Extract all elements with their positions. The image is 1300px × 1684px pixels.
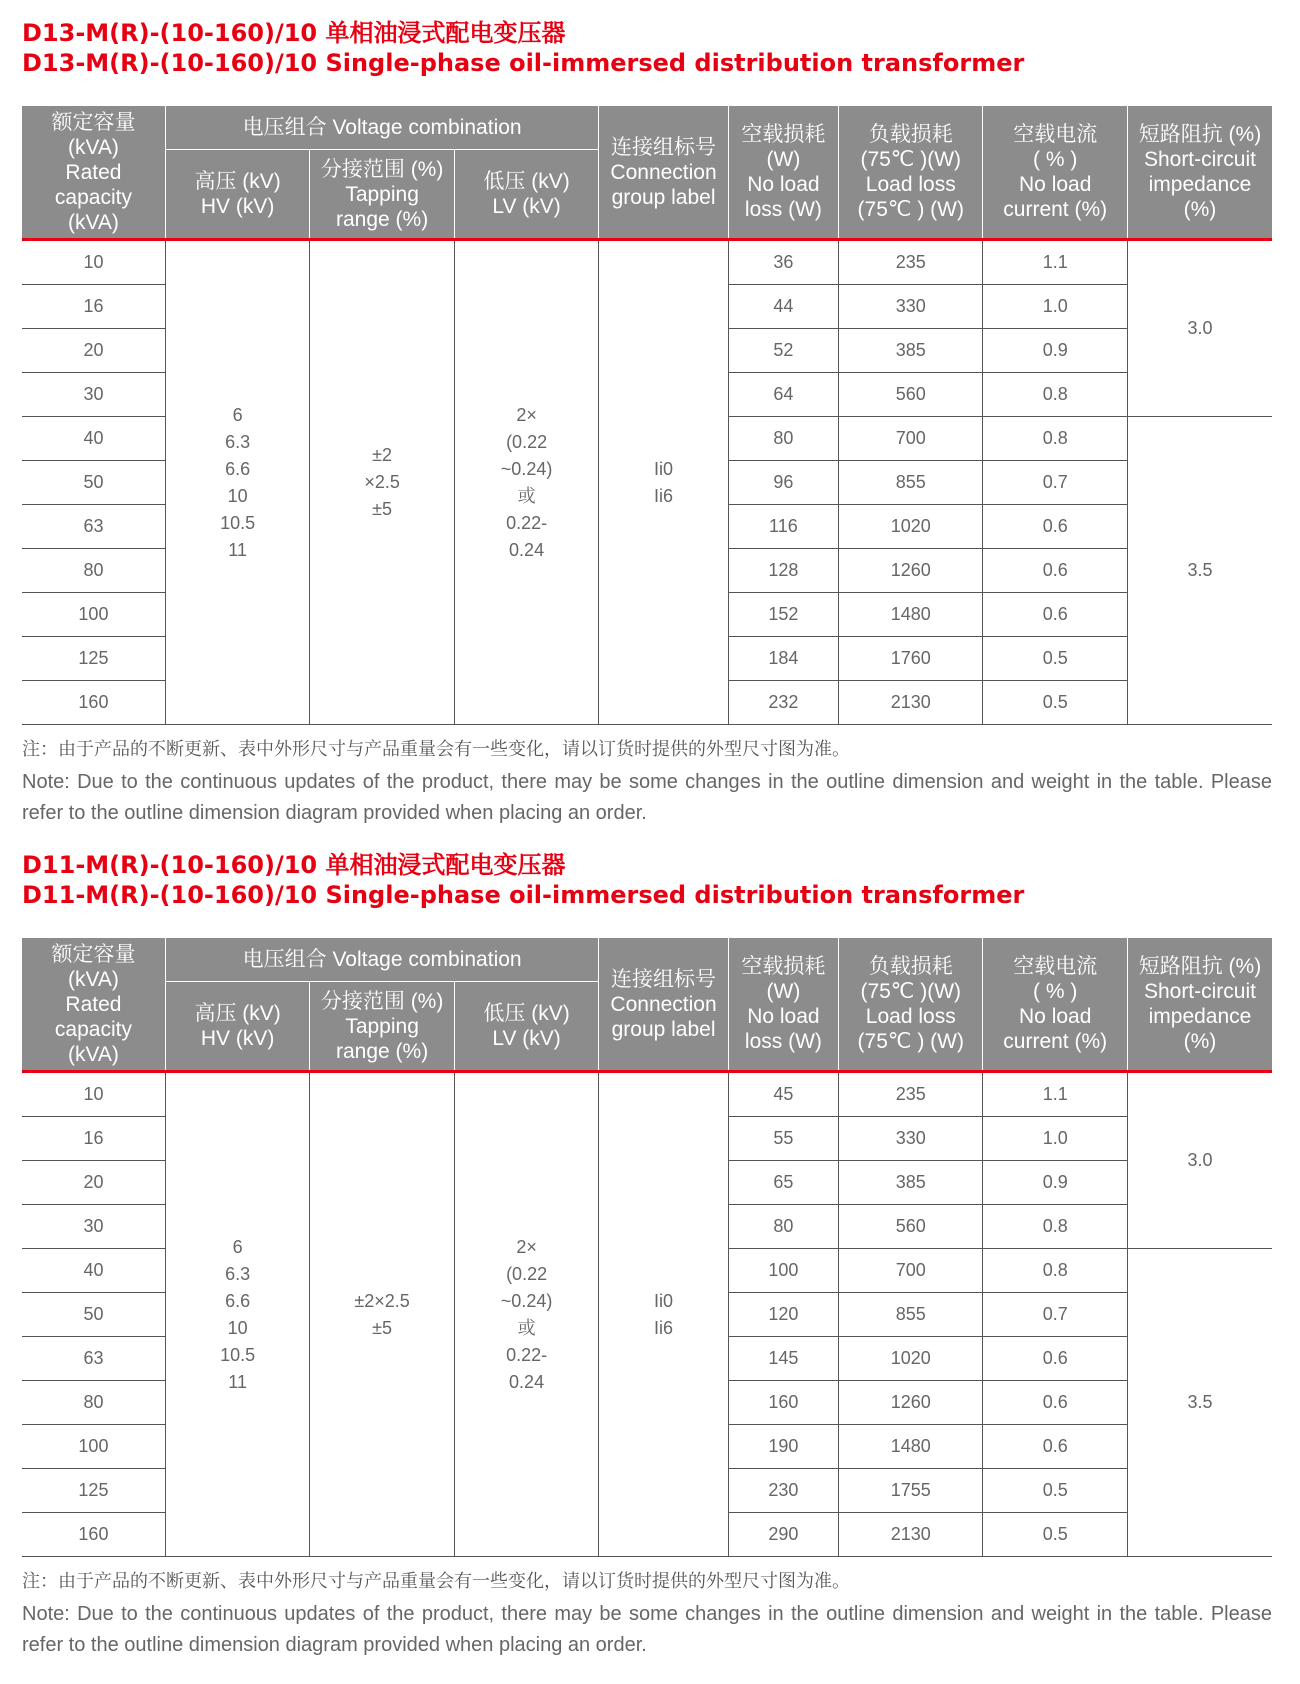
- cell-impedance: 3.5: [1127, 417, 1272, 725]
- header-no-load-loss: 空载损耗 (W) No load loss (W): [728, 938, 838, 1072]
- cell-no-load-current: 0.8: [983, 373, 1127, 417]
- cell-load-loss: 2130: [839, 1513, 983, 1557]
- cell-no-load-current: 0.6: [983, 505, 1127, 549]
- cell-capacity: 16: [22, 1117, 165, 1161]
- d11-section: [22, 850, 1272, 1661]
- cell-capacity: 20: [22, 1161, 165, 1205]
- cell-lv: 2× (0.22 ~0.24) 或 0.22- 0.24: [454, 1072, 598, 1557]
- cell-load-loss: 1020: [839, 1337, 983, 1381]
- cell-no-load-loss: 116: [728, 505, 838, 549]
- header-capacity: 额定容量 (kVA) Rated capacity (kVA): [22, 106, 165, 240]
- cell-capacity: 100: [22, 1425, 165, 1469]
- header-no-load-current: 空载电流 ( % ) No load current (%): [983, 106, 1127, 240]
- cell-load-loss: 700: [839, 417, 983, 461]
- header-impedance: 短路阻抗 (%) Short-circuit impedance (%): [1127, 938, 1272, 1072]
- cell-no-load-current: 0.6: [983, 549, 1127, 593]
- note-en: Note: Due to the continuous updates of the product, there may be some changes in the outline dimension and weight in the table. Please refer to the outline dimension diagram provided when placing an order.: [22, 771, 1272, 824]
- spec-table: [22, 106, 1272, 725]
- cell-no-load-current: 0.6: [983, 1425, 1127, 1469]
- cell-no-load-loss: 160: [728, 1381, 838, 1425]
- cell-load-loss: 1760: [839, 637, 983, 681]
- cell-load-loss: 560: [839, 1205, 983, 1249]
- cell-no-load-loss: 128: [728, 549, 838, 593]
- cell-capacity: 125: [22, 637, 165, 681]
- cell-capacity: 100: [22, 593, 165, 637]
- cell-hv: 6 6.3 6.6 10 10.5 11: [165, 1072, 309, 1557]
- cell-tapping: ±2×2.5 ±5: [310, 1072, 454, 1557]
- cell-connection: Ii0 Ii6: [599, 240, 728, 725]
- cell-no-load-loss: 100: [728, 1249, 838, 1293]
- cell-capacity: 50: [22, 1293, 165, 1337]
- cell-load-loss: 235: [839, 240, 983, 285]
- cell-no-load-loss: 96: [728, 461, 838, 505]
- header-impedance: 短路阻抗 (%) Short-circuit impedance (%): [1127, 106, 1272, 240]
- cell-connection: Ii0 Ii6: [599, 1072, 728, 1557]
- header-voltage-combination: 电压组合 Voltage combination: [165, 938, 598, 982]
- cell-no-load-loss: 230: [728, 1469, 838, 1513]
- cell-load-loss: 1260: [839, 549, 983, 593]
- cell-no-load-loss: 55: [728, 1117, 838, 1161]
- cell-no-load-current: 0.7: [983, 1293, 1127, 1337]
- title-cn: D11-M(R)-(10-160)/10 单相油浸式配电变压器: [22, 851, 566, 879]
- header-capacity: 额定容量 (kVA) Rated capacity (kVA): [22, 938, 165, 1072]
- cell-no-load-current: 0.5: [983, 681, 1127, 725]
- cell-no-load-loss: 44: [728, 285, 838, 329]
- header-lv: 低压 (kV) LV (kV): [454, 982, 598, 1072]
- cell-no-load-loss: 184: [728, 637, 838, 681]
- header-lv: 低压 (kV) LV (kV): [454, 150, 598, 240]
- cell-no-load-loss: 36: [728, 240, 838, 285]
- cell-no-load-loss: 232: [728, 681, 838, 725]
- cell-no-load-loss: 120: [728, 1293, 838, 1337]
- cell-capacity: 30: [22, 1205, 165, 1249]
- cell-hv: 6 6.3 6.6 10 10.5 11: [165, 240, 309, 725]
- cell-load-loss: 385: [839, 329, 983, 373]
- cell-capacity: 63: [22, 505, 165, 549]
- cell-no-load-loss: 190: [728, 1425, 838, 1469]
- cell-load-loss: 1260: [839, 1381, 983, 1425]
- d13-section: [22, 18, 1272, 829]
- cell-impedance: 3.5: [1127, 1249, 1272, 1557]
- cell-capacity: 125: [22, 1469, 165, 1513]
- cell-load-loss: 700: [839, 1249, 983, 1293]
- cell-no-load-loss: 290: [728, 1513, 838, 1557]
- cell-no-load-current: 0.6: [983, 1337, 1127, 1381]
- cell-no-load-current: 0.8: [983, 417, 1127, 461]
- header-no-load-loss: 空载损耗 (W) No load loss (W): [728, 106, 838, 240]
- cell-capacity: 10: [22, 240, 165, 285]
- cell-capacity: 160: [22, 1513, 165, 1557]
- cell-capacity: 20: [22, 329, 165, 373]
- cell-load-loss: 235: [839, 1072, 983, 1117]
- header-hv: 高压 (kV) HV (kV): [165, 982, 309, 1072]
- cell-no-load-current: 0.5: [983, 1513, 1127, 1557]
- cell-capacity: 80: [22, 549, 165, 593]
- cell-no-load-current: 0.6: [983, 1381, 1127, 1425]
- cell-no-load-current: 1.0: [983, 285, 1127, 329]
- header-load-loss: 负载损耗 (75℃ )(W) Load loss (75℃ ) (W): [839, 106, 983, 240]
- title-cn: D13-M(R)-(10-160)/10 单相油浸式配电变压器: [22, 19, 566, 47]
- cell-capacity: 10: [22, 1072, 165, 1117]
- cell-load-loss: 385: [839, 1161, 983, 1205]
- note-cn: 注：由于产品的不断更新、表中外形尺寸与产品重量会有一些变化，请以订货时提供的外型尺寸图为准。: [22, 739, 850, 760]
- header-load-loss: 负载损耗 (75℃ )(W) Load loss (75℃ ) (W): [839, 938, 983, 1072]
- title-en: D11-M(R)-(10-160)/10 Single-phase oil-immersed distribution transformer: [22, 881, 1025, 909]
- cell-load-loss: 1480: [839, 593, 983, 637]
- cell-load-loss: 1480: [839, 1425, 983, 1469]
- cell-no-load-current: 0.9: [983, 329, 1127, 373]
- cell-no-load-loss: 45: [728, 1072, 838, 1117]
- cell-no-load-loss: 145: [728, 1337, 838, 1381]
- cell-impedance: 3.0: [1127, 1072, 1272, 1249]
- cell-no-load-current: 1.0: [983, 1117, 1127, 1161]
- cell-no-load-current: 0.7: [983, 461, 1127, 505]
- cell-no-load-loss: 52: [728, 329, 838, 373]
- cell-load-loss: 330: [839, 285, 983, 329]
- cell-load-loss: 560: [839, 373, 983, 417]
- header-no-load-current: 空载电流 ( % ) No load current (%): [983, 938, 1127, 1072]
- spec-table: [22, 938, 1272, 1557]
- cell-no-load-current: 0.8: [983, 1205, 1127, 1249]
- cell-capacity: 63: [22, 1337, 165, 1381]
- cell-load-loss: 2130: [839, 681, 983, 725]
- cell-capacity: 160: [22, 681, 165, 725]
- cell-capacity: 80: [22, 1381, 165, 1425]
- cell-no-load-current: 0.5: [983, 1469, 1127, 1513]
- cell-no-load-current: 1.1: [983, 1072, 1127, 1117]
- title-en: D13-M(R)-(10-160)/10 Single-phase oil-immersed distribution transformer: [22, 49, 1025, 77]
- header-connection: 连接组标号 Connection group label: [599, 938, 728, 1072]
- cell-tapping: ±2 ×2.5 ±5: [310, 240, 454, 725]
- cell-capacity: 40: [22, 1249, 165, 1293]
- cell-no-load-loss: 152: [728, 593, 838, 637]
- cell-load-loss: 1755: [839, 1469, 983, 1513]
- note-cn: 注：由于产品的不断更新、表中外形尺寸与产品重量会有一些变化，请以订货时提供的外型尺寸图为准。: [22, 1571, 850, 1592]
- cell-capacity: 40: [22, 417, 165, 461]
- cell-impedance: 3.0: [1127, 240, 1272, 417]
- header-tapping: 分接范围 (%) Tapping range (%): [310, 982, 454, 1072]
- cell-load-loss: 1020: [839, 505, 983, 549]
- header-tapping: 分接范围 (%) Tapping range (%): [310, 150, 454, 240]
- cell-no-load-current: 0.5: [983, 637, 1127, 681]
- cell-no-load-loss: 80: [728, 417, 838, 461]
- cell-no-load-loss: 64: [728, 373, 838, 417]
- cell-no-load-current: 1.1: [983, 240, 1127, 285]
- cell-no-load-loss: 80: [728, 1205, 838, 1249]
- section-title: [22, 18, 1272, 78]
- cell-no-load-current: 0.9: [983, 1161, 1127, 1205]
- cell-no-load-current: 0.8: [983, 1249, 1127, 1293]
- table-row: [22, 240, 1272, 285]
- cell-load-loss: 330: [839, 1117, 983, 1161]
- cell-load-loss: 855: [839, 1293, 983, 1337]
- cell-capacity: 30: [22, 373, 165, 417]
- cell-no-load-current: 0.6: [983, 593, 1127, 637]
- cell-no-load-loss: 65: [728, 1161, 838, 1205]
- header-connection: 连接组标号 Connection group label: [599, 106, 728, 240]
- header-voltage-combination: 电压组合 Voltage combination: [165, 106, 598, 150]
- cell-lv: 2× (0.22 ~0.24) 或 0.22- 0.24: [454, 240, 598, 725]
- cell-load-loss: 855: [839, 461, 983, 505]
- note-en: Note: Due to the continuous updates of the product, there may be some changes in the outline dimension and weight in the table. Please refer to the outline dimension diagram provided when placing an order.: [22, 1603, 1272, 1656]
- table-row: [22, 1072, 1272, 1117]
- header-hv: 高压 (kV) HV (kV): [165, 150, 309, 240]
- cell-capacity: 16: [22, 285, 165, 329]
- cell-capacity: 50: [22, 461, 165, 505]
- section-title: [22, 850, 1272, 910]
